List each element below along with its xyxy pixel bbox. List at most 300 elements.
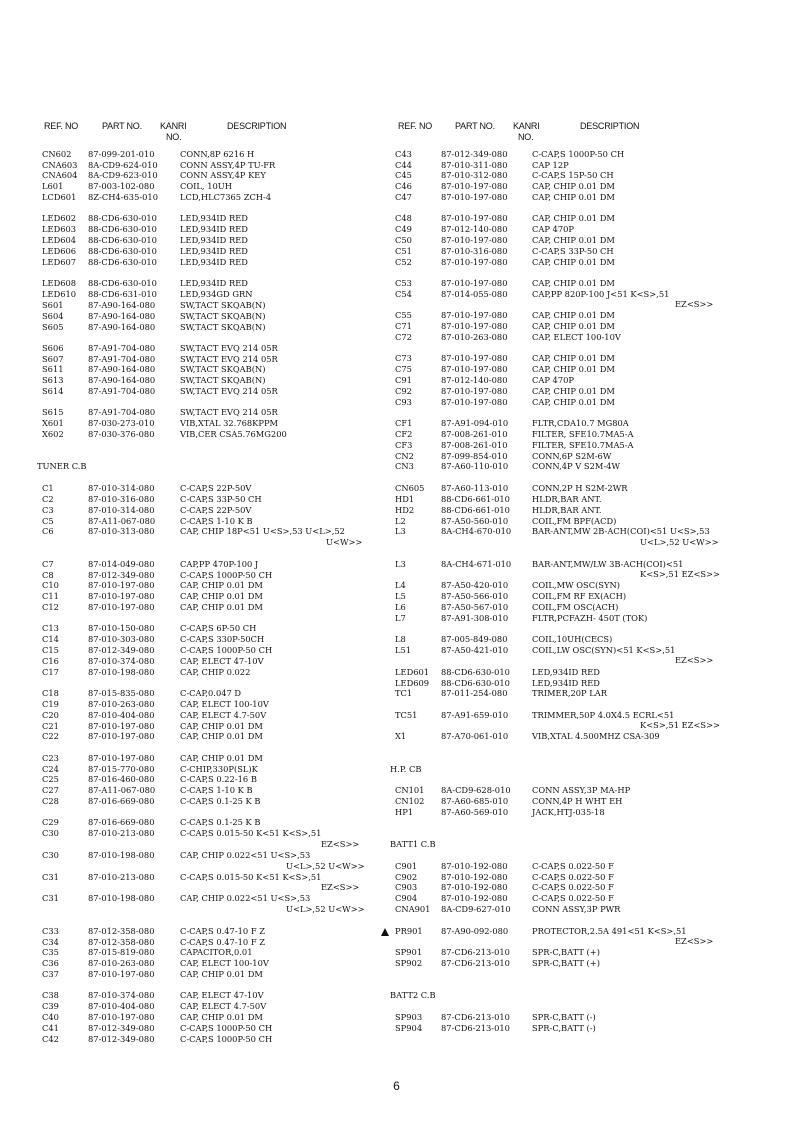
wrap-line: U<L>,52 U<W>> bbox=[286, 904, 365, 914]
ref-no: CN3 bbox=[395, 461, 414, 471]
parts-row bbox=[0, 969, 390, 980]
parts-row bbox=[0, 526, 390, 537]
description: LED,934ID RED bbox=[532, 678, 600, 688]
description: SW,TACT EVQ 214 05R bbox=[180, 354, 278, 364]
part-no: 87-010-213-080 bbox=[88, 872, 155, 882]
ref-no: HD2 bbox=[395, 505, 415, 515]
parts-row bbox=[390, 149, 793, 160]
part-no: 87-010-197-080 bbox=[441, 235, 508, 245]
part-no: 8A-CH4-671-010 bbox=[441, 559, 512, 569]
description: C-CAP,0.047 D bbox=[180, 688, 242, 698]
description: SW,TACT SKQAB(N) bbox=[180, 300, 266, 310]
description: SPR-C,BATT (-) bbox=[532, 1012, 596, 1022]
description: HLDR,BAR ANT. bbox=[532, 505, 602, 515]
ref-no: L3 bbox=[395, 526, 406, 536]
part-no: 87-010-197-080 bbox=[441, 310, 508, 320]
part-no: 87-A91-704-080 bbox=[88, 343, 156, 353]
warning-triangle-icon bbox=[381, 928, 389, 936]
wrap-line: EZ<S>> bbox=[321, 839, 360, 849]
part-no: 87-010-197-080 bbox=[441, 278, 508, 288]
parts-row bbox=[390, 310, 793, 321]
part-no: 87-010-198-080 bbox=[88, 893, 155, 903]
wrap-line: EZ<S>> bbox=[675, 655, 714, 665]
part-no: 87-012-140-080 bbox=[441, 375, 508, 385]
description: CAP 470P bbox=[532, 375, 574, 385]
ref-no: CNA604 bbox=[42, 170, 78, 180]
description: LED,934ID RED bbox=[180, 257, 248, 267]
ref-no: C35 bbox=[42, 947, 59, 957]
part-no: 87-A91-704-080 bbox=[88, 407, 156, 417]
part-no: 87-A50-560-010 bbox=[441, 516, 509, 526]
part-no: 87-010-197-080 bbox=[441, 364, 508, 374]
ref-no: L4 bbox=[395, 580, 406, 590]
ref-no: CNA603 bbox=[42, 160, 78, 170]
ref-no-header: REF. NO bbox=[398, 121, 433, 131]
part-no: 87-A11-067-080 bbox=[88, 785, 156, 795]
part-no: 88-CD6-661-010 bbox=[441, 505, 510, 515]
part-no: 87-010-197-080 bbox=[441, 192, 508, 202]
ref-no: C18 bbox=[42, 688, 59, 698]
parts-row bbox=[0, 149, 390, 160]
parts-row bbox=[390, 785, 793, 796]
ref-no: LED602 bbox=[42, 213, 77, 223]
parts-row bbox=[0, 710, 390, 721]
ref-no: LED609 bbox=[395, 678, 430, 688]
description: CAP, ELECT 4.7-50V bbox=[180, 1001, 267, 1011]
ref-no: C28 bbox=[42, 796, 59, 806]
part-no: 87-010-374-080 bbox=[88, 656, 155, 666]
ref-no: C92 bbox=[395, 386, 412, 396]
description: CAP, CHIP 0.01 DM bbox=[532, 353, 615, 363]
part-no: 87-014-049-080 bbox=[88, 559, 155, 569]
description: CAP, CHIP 0.01 DM bbox=[180, 580, 263, 590]
part-no: 87-A91-308-010 bbox=[441, 613, 509, 623]
ref-no: C19 bbox=[42, 699, 59, 709]
wrap-line: K<S>,51 EZ<S>> bbox=[640, 569, 720, 579]
part-no: 87-008-261-010 bbox=[441, 429, 508, 439]
parts-row bbox=[390, 440, 793, 451]
parts-row bbox=[390, 710, 793, 721]
part-no: 87-010-192-080 bbox=[441, 882, 508, 892]
ref-no: C16 bbox=[42, 656, 59, 666]
ref-no: C22 bbox=[42, 731, 59, 741]
parts-row bbox=[390, 613, 793, 624]
ref-no: C41 bbox=[42, 1023, 59, 1033]
ref-no: C38 bbox=[42, 990, 59, 1000]
parts-row bbox=[0, 278, 390, 289]
parts-row bbox=[0, 213, 390, 224]
parts-row bbox=[0, 181, 390, 192]
ref-no: C31 bbox=[42, 872, 59, 882]
parts-row bbox=[390, 882, 793, 893]
parts-row bbox=[390, 224, 793, 235]
ref-no: C10 bbox=[42, 580, 59, 590]
description: CAP, CHIP 0.022 bbox=[180, 667, 251, 677]
description: CAP, CHIP 0.01 DM bbox=[180, 1012, 263, 1022]
ref-no: CN2 bbox=[395, 451, 414, 461]
ref-no: L3 bbox=[395, 559, 406, 569]
part-no: 87-A60-110-010 bbox=[441, 461, 509, 471]
part-no: 87-010-197-080 bbox=[441, 181, 508, 191]
parts-row bbox=[0, 483, 390, 494]
part-no: 87-A60-685-010 bbox=[441, 796, 509, 806]
description: C-CAP,S 22P-50V bbox=[180, 483, 252, 493]
ref-no: C91 bbox=[395, 375, 412, 385]
ref-no: C52 bbox=[395, 257, 412, 267]
part-no: 87-A90-164-080 bbox=[88, 300, 156, 310]
part-no: 87-010-316-080 bbox=[88, 494, 155, 504]
description: C-CAP,S 1000P-50 CH bbox=[180, 1023, 273, 1033]
parts-row bbox=[390, 386, 793, 397]
ref-no: C42 bbox=[42, 1034, 59, 1044]
ref-no: L51 bbox=[395, 645, 412, 655]
description: LCD,HLC7365 ZCH-4 bbox=[180, 192, 272, 202]
description: CAP, ELECT 100-10V bbox=[180, 699, 269, 709]
parts-row bbox=[0, 1012, 390, 1023]
part-no: 87-010-197-080 bbox=[88, 731, 155, 741]
parts-row bbox=[390, 602, 793, 613]
kanri-no-header: NO. bbox=[518, 132, 534, 142]
section-title-tuner: TUNER C.B bbox=[37, 461, 87, 471]
ref-no: C33 bbox=[42, 926, 59, 936]
part-no: 87-010-404-080 bbox=[88, 1001, 155, 1011]
part-no: 87-010-404-080 bbox=[88, 710, 155, 720]
part-no: 87-099-854-010 bbox=[441, 451, 508, 461]
description: CONN,6P S2M-6W bbox=[532, 451, 612, 461]
ref-no: CN102 bbox=[395, 796, 425, 806]
description: C-CAP,S 0.015-50 K<51 K<S>,51 bbox=[180, 872, 322, 882]
description: COIL,LW OSC(SYN)<51 K<S>,51 bbox=[532, 645, 676, 655]
ref-no: C40 bbox=[42, 1012, 59, 1022]
ref-no: CN101 bbox=[395, 785, 425, 795]
description: CAP, ELECT 100-10V bbox=[532, 332, 621, 342]
description: SW,TACT SKQAB(N) bbox=[180, 322, 266, 332]
part-no: 87-A50-421-010 bbox=[441, 645, 509, 655]
parts-row bbox=[0, 1023, 390, 1034]
ref-no: C37 bbox=[42, 969, 59, 979]
description: C-CAP,S 0.022-50 F bbox=[532, 893, 614, 903]
parts-row bbox=[390, 418, 793, 429]
part-no: 87-010-192-080 bbox=[441, 893, 508, 903]
description: C-CAP,S 1000P-50 CH bbox=[180, 645, 273, 655]
part-no: 88-CD6-630-010 bbox=[88, 224, 157, 234]
description: C-CAP,S 6P-50 CH bbox=[180, 623, 257, 633]
ref-no: C43 bbox=[395, 149, 412, 159]
description: FLTR,PCFAZH- 450T (TOK) bbox=[532, 613, 648, 623]
parts-row bbox=[0, 418, 390, 429]
part-no: 87-010-314-080 bbox=[88, 483, 155, 493]
parts-row bbox=[0, 246, 390, 257]
part-no: 87-008-261-010 bbox=[441, 440, 508, 450]
part-no: 8A-CD9-627-010 bbox=[441, 904, 511, 914]
description: CAP, CHIP 0.01 DM bbox=[180, 591, 263, 601]
description: CAP, CHIP 0.01 DM bbox=[532, 364, 615, 374]
part-no: 88-CD6-630-010 bbox=[88, 213, 157, 223]
part-no: 87-012-358-080 bbox=[88, 937, 155, 947]
description: CAP, CHIP 0.01 DM bbox=[532, 181, 615, 191]
description: CONN,2P H S2M-2WR bbox=[532, 483, 628, 493]
ref-no-header: REF. NO bbox=[44, 121, 79, 131]
ref-no: S606 bbox=[42, 343, 64, 353]
part-no: 87-016-669-080 bbox=[88, 817, 155, 827]
description: CAP, CHIP 0.01 DM bbox=[532, 310, 615, 320]
part-no: 87-A60-569-010 bbox=[441, 807, 509, 817]
ref-no: C15 bbox=[42, 645, 59, 655]
part-no: 87-012-349-080 bbox=[441, 149, 508, 159]
part-no: 87-010-213-080 bbox=[88, 828, 155, 838]
ref-no: S611 bbox=[42, 364, 64, 374]
parts-row bbox=[0, 634, 390, 645]
description: CAP, CHIP 0.01 DM bbox=[180, 753, 263, 763]
parts-row bbox=[390, 364, 793, 375]
ref-no: L2 bbox=[395, 516, 406, 526]
wrap-line: U<L>,52 U<W>> bbox=[286, 861, 365, 871]
parts-row bbox=[390, 904, 793, 915]
ref-no: S615 bbox=[42, 407, 64, 417]
parts-row bbox=[0, 386, 390, 397]
part-no: 87-A90-164-080 bbox=[88, 364, 156, 374]
ref-no: C24 bbox=[42, 764, 59, 774]
parts-row bbox=[0, 289, 390, 300]
description: C-CAP,S 0.022-50 F bbox=[532, 882, 614, 892]
ref-no: CF2 bbox=[395, 429, 413, 439]
description: CAP 12P bbox=[532, 160, 569, 170]
section-title-batt2: BATT2 C.B bbox=[390, 990, 436, 1000]
parts-row bbox=[0, 322, 390, 333]
parts-row bbox=[390, 645, 793, 656]
description: SW,TACT SKQAB(N) bbox=[180, 375, 266, 385]
ref-no: C27 bbox=[42, 785, 59, 795]
parts-row bbox=[390, 278, 793, 289]
description: CAP, ELECT 47-10V bbox=[180, 990, 264, 1000]
description: VIB,CER CSA5.76MG200 bbox=[180, 429, 287, 439]
description: CONN,8P 6216 H bbox=[180, 149, 255, 159]
parts-row bbox=[390, 580, 793, 591]
parts-row bbox=[390, 375, 793, 386]
wrap-line: U<L>,52 U<W>> bbox=[640, 537, 719, 547]
part-no: 8A-CD9-628-010 bbox=[441, 785, 511, 795]
ref-no: S601 bbox=[42, 300, 64, 310]
part-no: 87-CD6-213-010 bbox=[441, 947, 510, 957]
parts-row bbox=[390, 958, 793, 969]
description: JACK,HTJ-035-18 bbox=[532, 807, 605, 817]
parts-row bbox=[390, 807, 793, 818]
parts-row bbox=[390, 353, 793, 364]
part-no: 87-005-849-080 bbox=[441, 634, 508, 644]
description: CONN ASSY,4P KEY bbox=[180, 170, 266, 180]
part-no: 87-010-197-080 bbox=[441, 353, 508, 363]
part-no: 87-010-197-080 bbox=[441, 397, 508, 407]
description: COIL,FM RF EX(ACH) bbox=[532, 591, 627, 601]
parts-row bbox=[390, 667, 793, 678]
parts-row bbox=[390, 505, 793, 516]
part-no: 87-010-263-080 bbox=[88, 958, 155, 968]
description: C-CAP,S 1000P-50 CH bbox=[180, 1034, 273, 1044]
part-no: 87-010-313-080 bbox=[88, 526, 155, 536]
parts-row bbox=[0, 1001, 390, 1012]
part-no: 87-012-349-080 bbox=[88, 645, 155, 655]
ref-no: X601 bbox=[42, 418, 64, 428]
part-no: 87-010-197-080 bbox=[88, 580, 155, 590]
ref-no: LED607 bbox=[42, 257, 77, 267]
description: CAP, CHIP 0.01 DM bbox=[532, 213, 615, 223]
description: CAP, CHIP 18P<51 U<S>,53 U<L>,52 bbox=[180, 526, 345, 536]
ref-no: C50 bbox=[395, 235, 412, 245]
parts-row bbox=[390, 246, 793, 257]
description: SW,TACT EVQ 214 05R bbox=[180, 407, 278, 417]
description: CAP, CHIP 0.022<51 U<S>,53 bbox=[180, 893, 311, 903]
ref-no: HD1 bbox=[395, 494, 415, 504]
part-no: 87-010-198-080 bbox=[88, 850, 155, 860]
description: SW,TACT EVQ 214 05R bbox=[180, 343, 278, 353]
description: CONN ASSY,3P PWR bbox=[532, 904, 621, 914]
description: COIL,MW OSC(SYN) bbox=[532, 580, 620, 590]
description: CAP, CHIP 0.01 DM bbox=[532, 321, 615, 331]
description: CAP, CHIP 0.01 DM bbox=[532, 386, 615, 396]
parts-row bbox=[0, 591, 390, 602]
part-no: 87-010-374-080 bbox=[88, 990, 155, 1000]
ref-no: SP901 bbox=[395, 947, 423, 957]
parts-row bbox=[0, 731, 390, 742]
part-no: 87-011-254-080 bbox=[441, 688, 508, 698]
part-no: 88-CD6-631-010 bbox=[88, 289, 157, 299]
parts-row bbox=[390, 526, 793, 537]
part-no: 87-A50-567-010 bbox=[441, 602, 509, 612]
description-header: DESCRIPTION bbox=[227, 121, 287, 131]
section-title-hp: H.P. CB bbox=[390, 764, 422, 774]
description: SPR-C,BATT (+) bbox=[532, 947, 600, 957]
parts-row bbox=[390, 947, 793, 958]
part-no: 87-010-197-080 bbox=[441, 257, 508, 267]
description: C-CAP,S 0.47-10 F Z bbox=[180, 937, 265, 947]
part-no: 88-CD6-661-010 bbox=[441, 494, 510, 504]
parts-row bbox=[0, 828, 390, 839]
ref-no: S605 bbox=[42, 322, 64, 332]
parts-row bbox=[0, 407, 390, 418]
ref-no: S614 bbox=[42, 386, 64, 396]
parts-row bbox=[0, 926, 390, 937]
description: FILTER, SFE10.7MA5-A bbox=[532, 429, 634, 439]
ref-no: C49 bbox=[395, 224, 412, 234]
description: CONN ASSY,4P TU-FR bbox=[180, 160, 276, 170]
ref-no: C903 bbox=[395, 882, 418, 892]
ref-no: SP903 bbox=[395, 1012, 423, 1022]
part-no: 87-012-349-080 bbox=[88, 1023, 155, 1033]
description: LED,934GD GRN bbox=[180, 289, 253, 299]
parts-row bbox=[0, 817, 390, 828]
part-no: 87-014-055-080 bbox=[441, 289, 508, 299]
ref-no: C51 bbox=[395, 246, 412, 256]
description: TRIMMER,50P 4.0X4.5 ECRL<51 bbox=[532, 710, 675, 720]
part-no: 87-010-197-080 bbox=[88, 969, 155, 979]
part-no: 87-003-102-080 bbox=[88, 181, 155, 191]
ref-no: C31 bbox=[42, 893, 59, 903]
parts-row bbox=[0, 580, 390, 591]
wrap-line: EZ<S>> bbox=[675, 936, 714, 946]
parts-row bbox=[390, 1012, 793, 1023]
ref-no: C29 bbox=[42, 817, 59, 827]
description: FILTER, SFE10.7MA5-A bbox=[532, 440, 634, 450]
ref-no: C2 bbox=[42, 494, 54, 504]
ref-no: PR901 bbox=[395, 926, 423, 936]
description: CAP,PP 470P-100 J bbox=[180, 559, 259, 569]
ref-no: LED606 bbox=[42, 246, 77, 256]
parts-row bbox=[390, 796, 793, 807]
description: C-CAP,S 1000P-50 CH bbox=[180, 570, 273, 580]
parts-row bbox=[390, 170, 793, 181]
ref-no: CN605 bbox=[395, 483, 425, 493]
description: CAP, CHIP 0.01 DM bbox=[180, 969, 263, 979]
part-no: 87-030-273-010 bbox=[88, 418, 155, 428]
description: CAP, CHIP 0.01 DM bbox=[532, 397, 615, 407]
parts-row bbox=[0, 958, 390, 969]
section-title-batt1: BATT1 C.B bbox=[390, 839, 436, 849]
parts-row bbox=[390, 289, 793, 300]
ref-no: CN602 bbox=[42, 149, 72, 159]
parts-row bbox=[0, 785, 390, 796]
description: BAR-ANT,MW/LW 3B-ACH(COI)<51 bbox=[532, 559, 684, 569]
ref-no: C34 bbox=[42, 937, 59, 947]
ref-no: C14 bbox=[42, 634, 59, 644]
description: CAP, CHIP 0.01 DM bbox=[180, 731, 263, 741]
parts-row bbox=[0, 429, 390, 440]
description: C-CAP,S 15P-50 CH bbox=[532, 170, 614, 180]
ref-no: C3 bbox=[42, 505, 54, 515]
part-no: 87-A60-113-010 bbox=[441, 483, 509, 493]
description: CONN ASSY,3P MA-HP bbox=[532, 785, 631, 795]
parts-row bbox=[390, 461, 793, 472]
part-no: 8A-CH4-670-010 bbox=[441, 526, 512, 536]
ref-no: S604 bbox=[42, 311, 64, 321]
description: SW,TACT EVQ 214 05R bbox=[180, 386, 278, 396]
description: CAP,PP 820P-100 J<51 K<S>,51 bbox=[532, 289, 670, 299]
ref-no: C54 bbox=[395, 289, 412, 299]
description: C-CAP,S 0.1-25 K B bbox=[180, 817, 261, 827]
part-no: 87-012-349-080 bbox=[88, 570, 155, 580]
parts-row bbox=[390, 235, 793, 246]
description-header: DESCRIPTION bbox=[580, 121, 640, 131]
kanri-header: KANRI bbox=[513, 121, 540, 131]
part-no: 87-A90-164-080 bbox=[88, 311, 156, 321]
ref-no: CF3 bbox=[395, 440, 413, 450]
part-no: 87-012-140-080 bbox=[441, 224, 508, 234]
part-no: 87-099-201-010 bbox=[88, 149, 155, 159]
parts-row bbox=[0, 623, 390, 634]
ref-no: C904 bbox=[395, 893, 418, 903]
part-no: 88-CD6-630-010 bbox=[441, 678, 510, 688]
ref-no: C48 bbox=[395, 213, 412, 223]
part-no: 87-010-192-080 bbox=[441, 861, 508, 871]
part-no: 87-A50-566-010 bbox=[441, 591, 509, 601]
description: LED,934ID RED bbox=[180, 278, 248, 288]
part-no: 87-A91-704-080 bbox=[88, 354, 156, 364]
description: CAPACITOR,0.01 bbox=[180, 947, 253, 957]
parts-row bbox=[0, 947, 390, 958]
wrap-line: EZ<S>> bbox=[321, 882, 360, 892]
parts-row bbox=[0, 224, 390, 235]
ref-no: TC51 bbox=[395, 710, 418, 720]
description: CAP, CHIP 0.01 DM bbox=[532, 235, 615, 245]
part-no: 87-CD6-213-010 bbox=[441, 1023, 510, 1033]
parts-row bbox=[0, 656, 390, 667]
description: CAP, CHIP 0.01 DM bbox=[532, 192, 615, 202]
part-no: 87-010-197-080 bbox=[441, 213, 508, 223]
description: SW,TACT SKQAB(N) bbox=[180, 311, 266, 321]
ref-no: C75 bbox=[395, 364, 412, 374]
description: LED,934ID RED bbox=[180, 235, 248, 245]
description: COIL,FM OSC(ACH) bbox=[532, 602, 619, 612]
part-no: 87-015-819-080 bbox=[88, 947, 155, 957]
